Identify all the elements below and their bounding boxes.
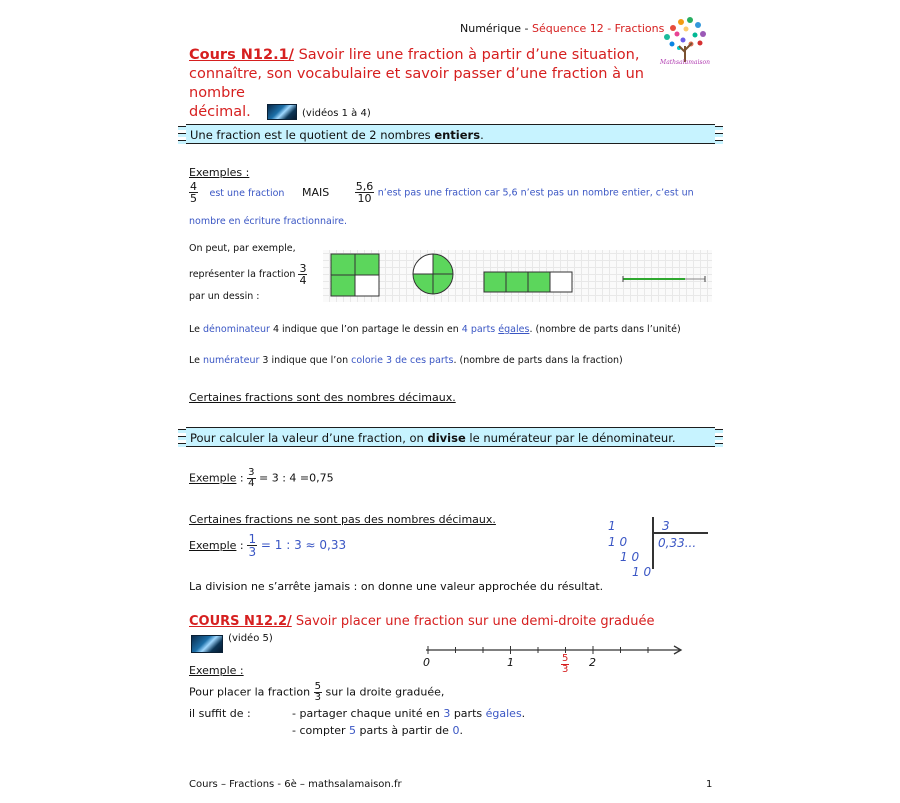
division-horizontal-bar bbox=[652, 532, 708, 534]
fraction-drawings bbox=[323, 250, 712, 302]
certaines-non-decimaux: Certaines fractions ne sont pas des nombres décimaux. bbox=[189, 513, 496, 526]
example-label: Exemple bbox=[189, 471, 237, 485]
definition-end: . bbox=[480, 128, 484, 142]
mais-text: MAIS bbox=[301, 185, 330, 199]
video-thumbnail[interactable] bbox=[267, 104, 297, 120]
definition-box bbox=[183, 124, 718, 144]
example-label: Exemple bbox=[189, 539, 237, 552]
step1 bbox=[292, 707, 525, 721]
exemple-label-2: Exemple : bbox=[189, 664, 244, 677]
denom-egales: égales bbox=[498, 324, 530, 335]
fraction-3-4 bbox=[298, 263, 307, 286]
fraction-denominator: 3 bbox=[248, 545, 257, 559]
fraction-5-3 bbox=[314, 682, 322, 703]
page-header bbox=[460, 22, 664, 35]
rule-p2: le numérateur par le dénominateur. bbox=[465, 431, 676, 445]
fraction-denominator: 10 bbox=[357, 192, 372, 205]
fraction-numerator: 4 bbox=[190, 180, 197, 193]
denom-p1: Le bbox=[189, 324, 203, 335]
not-fraction-text-2: nombre en écriture fractionnaire. bbox=[189, 216, 348, 227]
fraction-denominator: 3 bbox=[314, 692, 321, 703]
video-thumbnail[interactable] bbox=[191, 635, 223, 653]
fraction-numerator: 5,6 bbox=[355, 180, 374, 193]
division-vertical-bar bbox=[652, 517, 654, 569]
fraction-5-6-10 bbox=[355, 181, 375, 204]
fraction-numerator: 5 bbox=[562, 653, 569, 664]
cours1-line1: Savoir lire une fraction à partir d’une situation, bbox=[293, 47, 640, 63]
graduated-line-svg bbox=[418, 640, 688, 682]
header-left: Numérique bbox=[460, 22, 521, 35]
cours2-title bbox=[189, 612, 654, 631]
cours1-title bbox=[189, 46, 659, 123]
fraction-4-5 bbox=[189, 181, 198, 204]
step2-zero: 0 bbox=[452, 724, 460, 737]
cours2-text: Savoir placer une fraction sur une demi-droite graduée bbox=[291, 614, 655, 629]
step1-end: . bbox=[521, 707, 526, 720]
logo bbox=[655, 10, 715, 72]
denom-word: dénominateur bbox=[203, 324, 270, 335]
rule-bold: divise bbox=[427, 431, 466, 445]
repr-line3: par un dessin : bbox=[189, 291, 260, 302]
logo-text: Mathsalamaison bbox=[660, 59, 710, 66]
fraction-denominator: 3 bbox=[562, 664, 569, 675]
num-word: numérateur bbox=[203, 355, 260, 366]
step2-b: parts à partir de bbox=[356, 724, 453, 737]
denominateur-line bbox=[189, 323, 709, 336]
division-rule-box bbox=[183, 427, 718, 447]
step2-end: . bbox=[459, 724, 463, 737]
approx-text: La division ne s’arrête jamais : on donne une valeur approchée du résultat. bbox=[189, 580, 604, 593]
fraction-denominator: 4 bbox=[299, 274, 307, 287]
cours1-videos: (vidéos 1 à 4) bbox=[302, 108, 371, 119]
num-p3: . (nombre de parts dans la fraction) bbox=[453, 355, 623, 366]
page-number: 1 bbox=[706, 779, 713, 790]
division-step3: 1 0 bbox=[632, 565, 652, 579]
num-p2: 3 indique que l’on bbox=[259, 355, 352, 366]
fraction-numerator: 5 bbox=[314, 681, 321, 692]
step2-n: 5 bbox=[349, 724, 357, 737]
denom-parts: 4 parts bbox=[461, 324, 496, 335]
fraction-numerator: 3 bbox=[299, 262, 307, 275]
is-fraction-text: est une fraction bbox=[209, 187, 285, 199]
step2-a: - compter bbox=[292, 724, 350, 737]
cours2-video-label: (vidéo 5) bbox=[228, 633, 273, 644]
numerateur-line bbox=[189, 354, 709, 367]
division-step2: 1 0 bbox=[620, 550, 640, 564]
header-right: Séquence 12 - Fractions bbox=[531, 22, 665, 35]
fraction-denominator: 4 bbox=[248, 478, 255, 489]
division-quotient: 0,33... bbox=[658, 536, 697, 550]
rule-p1: Pour calculer la valeur d’une fraction, on bbox=[190, 431, 428, 445]
repr-line2-wrap bbox=[189, 263, 307, 286]
placer-text-a: Pour placer la fraction bbox=[189, 685, 311, 699]
example-3-4 bbox=[189, 468, 334, 489]
footer-left: Cours – Fractions - 6è – mathsalamaison.fr bbox=[189, 779, 402, 790]
num-p1: Le bbox=[189, 355, 203, 366]
definition-text: Une fraction est le quotient de 2 nombres bbox=[190, 128, 435, 142]
fraction-denominator: 5 bbox=[190, 192, 197, 205]
division-step1: 1 0 bbox=[608, 535, 628, 549]
certaines-decimaux: Certaines fractions sont des nombres décimaux. bbox=[189, 391, 456, 404]
example-colon: : bbox=[236, 539, 244, 552]
not-fraction-text: n’est pas une fraction car 5,6 n’est pas un nombre entier, c’est un bbox=[377, 187, 694, 199]
cours1-code: Cours N12.1/ bbox=[189, 47, 294, 63]
fraction-1-3 bbox=[247, 533, 257, 558]
example-fractions bbox=[189, 181, 709, 204]
cours2-video bbox=[191, 633, 273, 653]
division-dividend: 1 bbox=[608, 519, 616, 533]
cours2-code: COURS N12.2/ bbox=[189, 614, 292, 629]
division-divisor: 3 bbox=[662, 519, 670, 533]
exemples-label: Exemples : bbox=[189, 166, 250, 179]
step1-b: parts bbox=[450, 707, 486, 720]
graduated-line bbox=[418, 640, 688, 682]
placer-text-b: sur la droite graduée, bbox=[325, 685, 445, 699]
example-1-3 bbox=[189, 533, 346, 558]
axis-label-2: 2 bbox=[589, 656, 596, 669]
step1-n: 3 bbox=[443, 707, 451, 720]
axis-label-1: 1 bbox=[507, 656, 514, 669]
cours1-line3: décimal. bbox=[189, 104, 251, 120]
definition-bold: entiers bbox=[434, 128, 481, 142]
denom-p2: 4 indique que l’on partage le dessin en bbox=[269, 324, 462, 335]
axis-label-0: 0 bbox=[423, 656, 430, 669]
step1-egales: égales bbox=[485, 707, 522, 720]
placer-line bbox=[189, 682, 444, 703]
step1-a: - partager chaque unité en bbox=[292, 707, 444, 720]
fraction-numerator: 1 bbox=[248, 532, 257, 546]
example-result: = 1 : 3 ≈ 0,33 bbox=[260, 538, 347, 552]
fraction-3-4-b bbox=[247, 468, 255, 489]
cours1-line2: connaître, son vocabulaire et savoir passer d’une fraction à un nombre bbox=[189, 66, 644, 101]
repr-line1: On peut, par exemple, bbox=[189, 243, 296, 254]
fraction-numerator: 3 bbox=[248, 467, 255, 478]
il-suffit: il suffit de : bbox=[189, 707, 251, 720]
header-separator: - bbox=[524, 22, 529, 35]
axis-fraction-5-3 bbox=[561, 654, 569, 675]
fraction-drawings-svg bbox=[323, 250, 712, 302]
example-result: = 3 : 4 =0,75 bbox=[259, 471, 334, 485]
step2 bbox=[292, 724, 463, 738]
num-colorie: colorie 3 de ces parts bbox=[351, 355, 454, 366]
denom-p3: . (nombre de parts dans l’unité) bbox=[529, 324, 681, 335]
example-colon: : bbox=[236, 471, 244, 485]
repr-line2: représenter la fraction bbox=[189, 269, 296, 280]
long-division bbox=[600, 517, 710, 585]
